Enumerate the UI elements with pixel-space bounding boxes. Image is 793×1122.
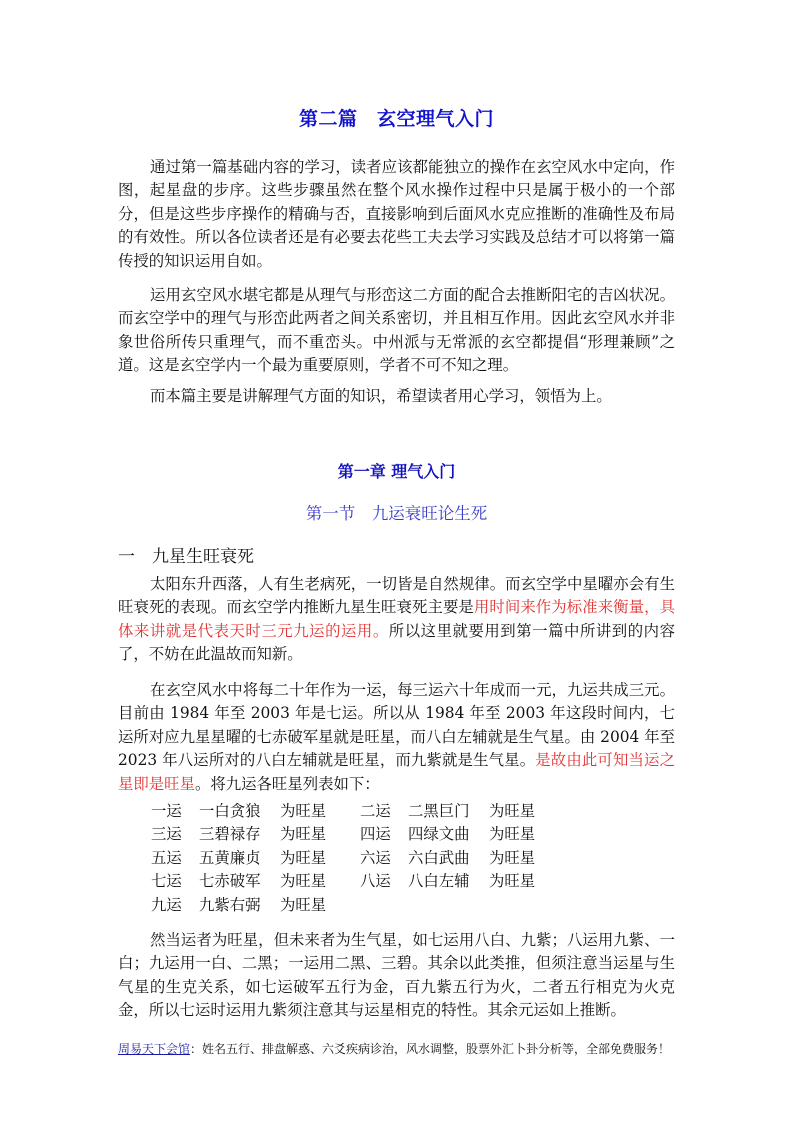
table-cell: 六白武曲 (408, 848, 470, 867)
intro-paragraph-2 (118, 284, 675, 378)
prosperous-star-table (151, 800, 549, 917)
table-cell: 三运 (151, 825, 182, 844)
table-row (151, 823, 549, 846)
table-cell: 七赤破军 (199, 872, 261, 891)
table-cell: 一运 (151, 802, 182, 820)
paragraph-text: 运用玄空风水堪宅都是从理气与形峦这二方面的配合去推断阳宅的吉凶状况。而玄空学中的理气与形峦此两者之间关系密切，并且相互作用。因此玄空风水并非象世俗所传只重理气，而不重峦头。中州派与无常派的玄空都提倡“形理兼顾”之道。这是玄空学内一个最为重要原则，学者不可不知之理。 (118, 286, 675, 375)
paragraph-vital-stars (118, 929, 675, 1023)
footer-text: ：姓名五行、排盘解惑、六爻疾病诊治，风水调整，股票外汇卜卦分析等，全部免费服务！ (190, 1042, 671, 1056)
table-cell: 八运 (360, 872, 391, 891)
paragraph-yuan-yun (118, 679, 675, 796)
table-cell: 为旺星 (280, 895, 327, 914)
table-cell: 五运 (151, 848, 182, 867)
table-cell: 二运 (360, 802, 391, 820)
table-cell: 五黄廉贞 (199, 848, 261, 867)
section-title: 第一节 九运衰旺论生死 (305, 504, 488, 523)
table-cell: 六运 (360, 848, 391, 867)
table-cell: 九运 (151, 895, 182, 914)
table-cell: 四运 (360, 825, 391, 844)
table-cell: 为旺星 (280, 848, 327, 867)
subheading: 一 九星生旺衰死 (118, 547, 254, 567)
part-title: 第二篇 玄空理气入门 (298, 108, 494, 130)
intro-paragraph-3 (118, 385, 675, 408)
paragraph-text: 太阳东升西落，人有生老病死，一切皆是自然规律。而玄空学中星曜亦会有生旺衰死的表现。而玄空学内推断九星生旺衰死主要是 (118, 575, 675, 617)
table-row (151, 847, 549, 870)
paragraph-text: 在玄空风水中将每二十年作为一运，每三运六十年成而一元，九运共成三元。目前由 1984 年至 2003 年是七运。所以从 1984 年至 2003 年这段时间内，七运所对应九星星曜的七赤破军星就是旺星，而八白左辅就是生气星。由 2004 年至 2023 年八运所对的八白左辅就是旺星，而九紫就是生气星。 (118, 681, 675, 770)
table-row (151, 800, 549, 823)
site-link[interactable]: 周易天下会馆 (118, 1042, 191, 1056)
table-cell: 三碧禄存 (199, 825, 261, 844)
chapter-title: 第一章 理气入门 (337, 462, 456, 481)
table-cell: 二黑巨门 (408, 802, 470, 820)
paragraph-text: 所以这里就要用到第一篇中所讲到的内容了，不妨在此温故而知新。 (118, 621, 675, 664)
table-cell: 为旺星 (280, 825, 327, 844)
table-cell: 为旺星 (280, 872, 327, 891)
table-cell: 八白左辅 (408, 872, 470, 891)
paragraph-text: 通过第一篇基础内容的学习，读者应该都能独立的操作在玄空风水中定向，作图，起星盘的步序。这些步骤虽然在整个风水操作过程中只是属于极小的一个部分，但是这些步序操作的精确与否，直接影响到后面风水克应推断的准确性及布局的有效性。所以各位读者还是有必要去花些工夫去学习实践及总结才可以将第一篇传授的知识运用自如。 (118, 158, 675, 270)
emphasis-text: 用时间来作为标准来衡量，具体来讲就是代表天时三元九运的运用。 (118, 598, 675, 640)
intro-paragraph-1 (118, 156, 675, 273)
paragraph-nine-stars (118, 573, 675, 667)
table-cell: 一白贪狼 (199, 802, 261, 820)
table-cell: 为旺星 (489, 872, 536, 891)
table-row (151, 894, 549, 917)
footer-banner (118, 1040, 670, 1057)
table-cell: 为旺星 (489, 848, 536, 867)
table-cell: 四绿文曲 (408, 825, 470, 844)
emphasis-text: 是故由此可知当运之星即是旺星 (118, 751, 675, 793)
table-cell: 为旺星 (489, 802, 536, 820)
table-cell: 为旺星 (280, 802, 327, 820)
table-cell: 为旺星 (489, 825, 536, 844)
table-cell: 七运 (151, 872, 182, 891)
paragraph-text: 然当运者为旺星，但未来者为生气星，如七运用八白、九紫；八运用九紫、一白；九运用一白、二黑；一运用二黑、三碧。其余以此类推，但须注意当运星与生气星的生克关系，如七运破军五行为金，百九紫五行为火，二者五行相克为火克金，所以七运时运用九紫须注意其与运星相克的特性。其余元运如上推断。 (118, 931, 675, 1020)
table-cell: 九紫右弼 (199, 895, 261, 914)
table-row (151, 870, 549, 893)
paragraph-text: 而本篇主要是讲解理气方面的知识，希望读者用心学习，领悟为上。 (150, 387, 612, 405)
paragraph-text: 。将九运各旺星列表如下： (194, 774, 380, 793)
